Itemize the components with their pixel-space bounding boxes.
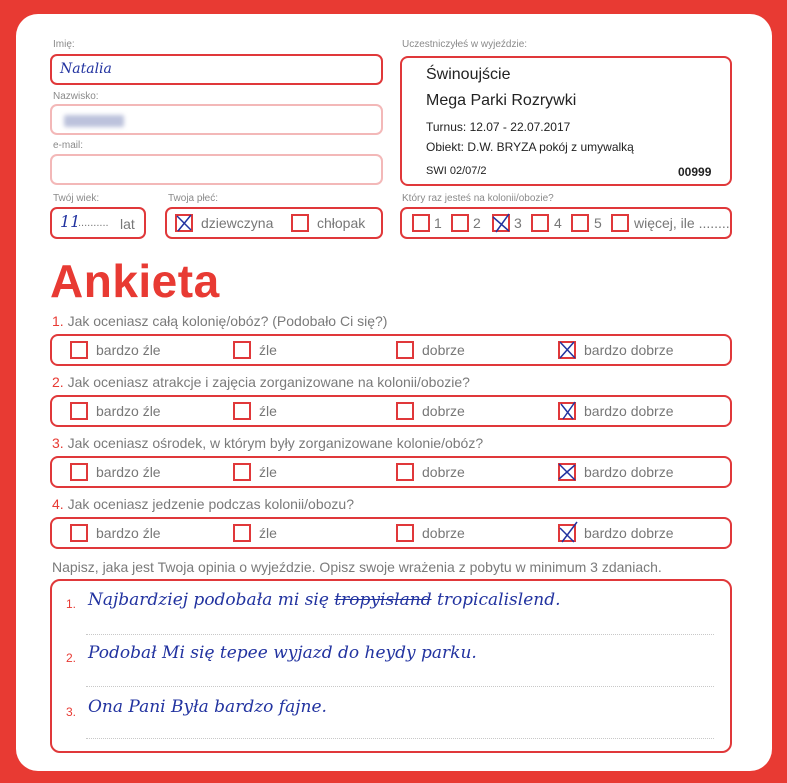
question-4-number: 4. (52, 496, 64, 512)
q1-option-very-good: bardzo dobrze (584, 342, 674, 358)
q2-option-good: dobrze (422, 403, 465, 419)
q2-option-very-good: bardzo dobrze (584, 403, 674, 419)
opinion-line-1-number: 1. (66, 597, 77, 611)
q3-option-bad: źle (259, 464, 277, 480)
opinion-line-2-number: 2. (66, 651, 77, 665)
q3-checkbox-very-good[interactable] (558, 463, 576, 481)
answer-row-4 (50, 517, 732, 549)
question-2-text: Jak oceniasz atrakcje i zajęcia zorganizowane na kolonii/obozie? (67, 374, 470, 390)
opinion-line-1 (88, 590, 560, 610)
redacted-surname (64, 115, 124, 127)
age-unit: lat (120, 216, 135, 232)
name-field[interactable] (50, 54, 383, 85)
age-dots: .......... (78, 217, 109, 229)
checkbox-boy[interactable] (291, 214, 309, 232)
question-3-text: Jak oceniasz ośrodek, w którym były zorganizowane kolonie/obóz? (67, 435, 484, 451)
times-option-5: 5 (594, 215, 602, 231)
q1-option-very-bad: bardzo źle (96, 342, 161, 358)
question-2 (52, 374, 470, 390)
q2-checkbox-good[interactable] (396, 402, 414, 420)
checkmark-x-icon (175, 214, 193, 232)
trip-object: Obiekt: D.W. BRYZA pokój z umywalką (426, 140, 634, 154)
q4-checkbox-bad[interactable] (233, 524, 251, 542)
opinion-line-1-struck: tropyisland (334, 590, 432, 610)
times-field (400, 207, 732, 239)
email-label: e-mail: (53, 140, 84, 151)
q1-checkbox-very-good[interactable] (558, 341, 576, 359)
email-field[interactable] (50, 154, 383, 185)
surname-label: Nazwisko: (53, 91, 99, 102)
question-3-number: 3. (52, 435, 64, 451)
checkmark-x-icon (558, 463, 576, 481)
opinion-prompt: Napisz, jaka jest Twoja opinia o wyjeździe. Opisz swoje wrażenia z pobytu w minimum 3 zdaniach. (52, 559, 662, 575)
q4-option-very-good: bardzo dobrze (584, 525, 674, 541)
q4-option-bad: źle (259, 525, 277, 541)
q4-checkbox-very-bad[interactable] (70, 524, 88, 542)
times-option-1: 1 (434, 215, 442, 231)
q4-option-very-bad: bardzo źle (96, 525, 161, 541)
q1-option-good: dobrze (422, 342, 465, 358)
checkbox-times-4[interactable] (531, 214, 549, 232)
times-option-more: więcej, ile ........ (634, 215, 730, 231)
q1-checkbox-good[interactable] (396, 341, 414, 359)
q2-option-bad: źle (259, 403, 277, 419)
opinion-rule (86, 686, 714, 687)
q4-checkbox-good[interactable] (396, 524, 414, 542)
trip-turnus: Turnus: 12.07 - 22.07.2017 (426, 120, 571, 134)
age-handwritten: 11 (60, 212, 81, 231)
opinion-line-2: Podobał Mi się tepee wyjazd do heydy parku. (88, 643, 477, 663)
q3-checkbox-very-bad[interactable] (70, 463, 88, 481)
opinion-line-1-correction: tropicalislend. (436, 590, 561, 610)
answer-row-3 (50, 456, 732, 488)
times-option-2: 2 (473, 215, 481, 231)
question-4 (52, 496, 354, 512)
q3-option-very-good: bardzo dobrze (584, 464, 674, 480)
checkbox-times-more[interactable] (611, 214, 629, 232)
q4-checkbox-very-good[interactable] (558, 524, 576, 542)
trip-place: Świnoujście (426, 66, 511, 83)
times-label: Który raz jesteś na kolonii/obozie? (402, 193, 554, 204)
name-label: Imię: (53, 39, 75, 50)
trip-code: SWI 02/07/2 (426, 165, 487, 177)
q2-checkbox-bad[interactable] (233, 402, 251, 420)
age-field[interactable] (50, 207, 146, 239)
surname-field[interactable] (50, 104, 383, 135)
answer-row-2 (50, 395, 732, 427)
trip-program: Mega Parki Rozrywki (426, 92, 577, 109)
checkbox-times-1[interactable] (412, 214, 430, 232)
trip-sticker (400, 56, 732, 186)
checkmark-x-icon (558, 402, 576, 420)
question-1-number: 1. (52, 313, 64, 329)
opinion-line-3-number: 3. (66, 705, 77, 719)
checkbox-times-2[interactable] (451, 214, 469, 232)
question-3 (52, 435, 483, 451)
checkmark-x-icon (558, 341, 576, 359)
checkbox-girl[interactable] (175, 214, 193, 232)
gender-field (165, 207, 383, 239)
name-handwritten: Natalia (60, 61, 112, 77)
times-option-3: 3 (514, 215, 522, 231)
opinion-rule (86, 634, 714, 635)
q2-checkbox-very-good[interactable] (558, 402, 576, 420)
survey-title: Ankieta (50, 255, 220, 307)
q3-option-good: dobrze (422, 464, 465, 480)
age-label: Twój wiek: (53, 193, 100, 204)
q1-option-bad: źle (259, 342, 277, 358)
answer-row-1 (50, 334, 732, 366)
gender-option-girl: dziewczyna (201, 215, 274, 231)
trip-number: 00999 (678, 165, 712, 179)
opinion-rule (86, 738, 714, 739)
gender-label: Twoja płeć: (168, 193, 219, 204)
opinion-line-3: Ona Pani Była bardzo fajne. (88, 697, 327, 717)
checkmark-x-icon (492, 214, 510, 232)
checkbox-times-3[interactable] (492, 214, 510, 232)
question-1 (52, 313, 387, 329)
participated-label: Uczestniczyłeś w wyjeździe: (402, 39, 528, 50)
q1-checkbox-bad[interactable] (233, 341, 251, 359)
times-option-4: 4 (554, 215, 562, 231)
q4-option-good: dobrze (422, 525, 465, 541)
q2-checkbox-very-bad[interactable] (70, 402, 88, 420)
q2-option-very-bad: bardzo źle (96, 403, 161, 419)
q3-option-very-bad: bardzo źle (96, 464, 161, 480)
question-1-text: Jak oceniasz całą kolonię/obóz? (Podobało Ci się?) (67, 313, 388, 329)
q1-checkbox-very-bad[interactable] (70, 341, 88, 359)
gender-option-boy: chłopak (317, 215, 366, 231)
q3-checkbox-bad[interactable] (233, 463, 251, 481)
question-2-number: 2. (52, 374, 64, 390)
checkbox-times-5[interactable] (571, 214, 589, 232)
question-4-text: Jak oceniasz jedzenie podczas kolonii/obozu? (67, 496, 354, 512)
checkmark-x-icon (558, 524, 576, 542)
opinion-line-1-text: Najbardziej podobała mi się (88, 590, 329, 610)
q3-checkbox-good[interactable] (396, 463, 414, 481)
